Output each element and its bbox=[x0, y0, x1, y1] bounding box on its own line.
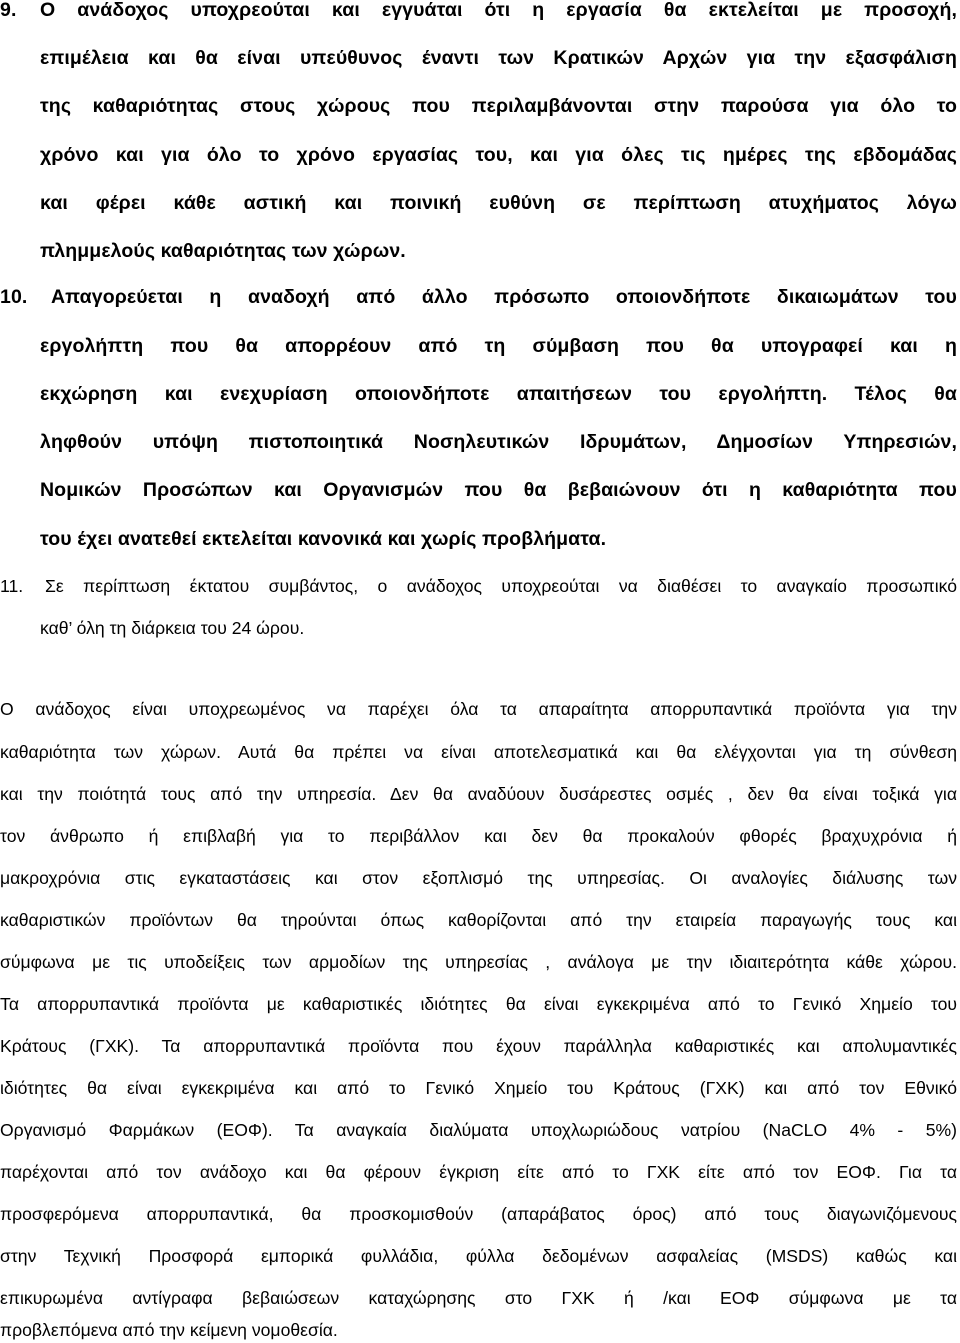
text-line: καθαριστικών προϊόντων θα τηρούνται όπως καθορίζονται από την εταιρεία παραγωγής τους και bbox=[0, 910, 957, 930]
text-line: Ο ανάδοχος είναι υποχρεωμένος να παρέχει όλα τα απαραίτητα απορρυπαντικά προϊόντα για την bbox=[0, 699, 957, 719]
text-line: και την ποιότητά τους από την υπηρεσία. Δεν θα αναδύουν δυσάρεστες οσμές , δεν θα είναι τοξικά για bbox=[0, 784, 957, 804]
text-line: προσφερόμενα απορρυπαντικά, θα προσκομισθούν (απαράβατος όρος) από τους διαγωνιζόμενους bbox=[0, 1204, 957, 1224]
text-line: επικυρωμένα αντίγραφα βεβαιώσεων καταχώρησης στο ΓΧΚ ή /και ΕΟΦ σύμφωνα με τα bbox=[0, 1288, 957, 1308]
text-line: Απαγορεύεται η αναδοχή από άλλο πρόσωπο οποιονδήποτε δικαιωμάτων του bbox=[51, 286, 957, 308]
text-line: Οργανισμό Φαρμάκων (ΕΟΦ). Τα αναγκαία διαλύματα υποχλωριώδους νατρίου (NaCLO 4% - 5%) bbox=[0, 1120, 957, 1140]
text-line: σύμφωνα με τις υποδείξεις των αρμοδίων της υπηρεσίας , ανάλογα με την ιδιαιτερότητα κάθε χώρου. bbox=[0, 952, 957, 972]
text-line: μακροχρόνια στις εγκαταστάσεις και στον εξοπλισμό της υπηρεσίας. Οι αναλογίες διάλυσης των bbox=[0, 868, 957, 888]
text-line: εκχώρηση και ενεχυρίαση οποιονδήποτε απαιτήσεων του εργολήπτη. Τέλος θα bbox=[40, 383, 957, 405]
text-line: Τα απορρυπαντικά προϊόντα με καθαριστικές ιδιότητες θα είναι εγκεκριμένα από το Γενικό Χημείο του bbox=[0, 994, 957, 1014]
text-line: προβλεπόμενα από την κείμενη νομοθεσία. bbox=[0, 1320, 338, 1340]
text-line: Σε περίπτωση έκτατου συμβάντος, ο ανάδοχος υποχρεούται να διαθέσει το αναγκαίο προσωπικό bbox=[45, 576, 957, 596]
text-line: ιδιότητες θα είναι εγκεκριμένα και από το Γενικό Χημείο του Κράτους (ΓΧΚ) και από τον Εθνικό bbox=[0, 1078, 957, 1098]
text-line: καθαριότητα των χώρων. Αυτά θα πρέπει να είναι αποτελεσματικά και θα ελέγχονται για τη σύνθεση bbox=[0, 742, 957, 762]
text-line: ληφθούν υπόψη πιστοποιητικά Νοσηλευτικών Ιδρυμάτων, Δημοσίων Υπηρεσιών, bbox=[40, 431, 957, 453]
text-line: του έχει ανατεθεί εκτελείται κανονικά και χωρίς προβλήματα. bbox=[40, 528, 607, 550]
text-line: Κράτους (ΓΧΚ). Τα απορρυπαντικά προϊόντα που έχουν παράλληλα καθαριστικές και απολυμαντικές bbox=[0, 1036, 957, 1056]
text-line: Νομικών Προσώπων και Οργανισμών που θα βεβαιώνουν ότι η καθαριότητα που bbox=[40, 479, 957, 501]
text-line: πλημμελούς καθαριότητας των χώρων. bbox=[40, 240, 406, 262]
text-line: χρόνο και για όλο το χρόνο εργασίας του, και για όλες τις ημέρες της εβδομάδας bbox=[40, 144, 957, 166]
text-line: τον άνθρωπο ή επιβλαβή για το περιβάλλον και δεν θα προκαλούν φθορές βραχυχρόνια ή bbox=[0, 826, 957, 846]
text-line: εργολήπτη που θα απορρέουν από τη σύμβαση που θα υπογραφεί και η bbox=[40, 335, 957, 357]
text-line: και φέρει κάθε αστική και ποινική ευθύνη σε περίπτωση ατυχήματος λόγω bbox=[40, 192, 957, 214]
text-line: της καθαριότητας στους χώρους που περιλαμβάνονται στην παρούσα για όλο το bbox=[40, 95, 957, 117]
text-line: καθ’ όλη τη διάρκεια του 24 ώρου. bbox=[40, 618, 305, 638]
text-line: Ο ανάδοχος υποχρεούται και εγγυάται ότι η εργασία θα εκτελείται με προσοχή, bbox=[40, 0, 957, 21]
text-line: στην Τεχνική Προσφορά εμπορικά φυλλάδια, φύλλα δεδομένων ασφαλείας (MSDS) καθώς και bbox=[0, 1246, 957, 1266]
list-item-number: 9. bbox=[0, 0, 17, 21]
list-item-number: 11. bbox=[0, 576, 24, 596]
text-line: παρέχονται από τον ανάδοχο και θα φέρουν έγκριση είτε από το ΓΧΚ είτε από τον ΕΟΦ. Για τα bbox=[0, 1162, 957, 1182]
list-item-number: 10. bbox=[0, 286, 28, 308]
text-line: επιμέλεια και θα είναι υπεύθυνος έναντι των Κρατικών Αρχών για την εξασφάλιση bbox=[40, 47, 957, 69]
